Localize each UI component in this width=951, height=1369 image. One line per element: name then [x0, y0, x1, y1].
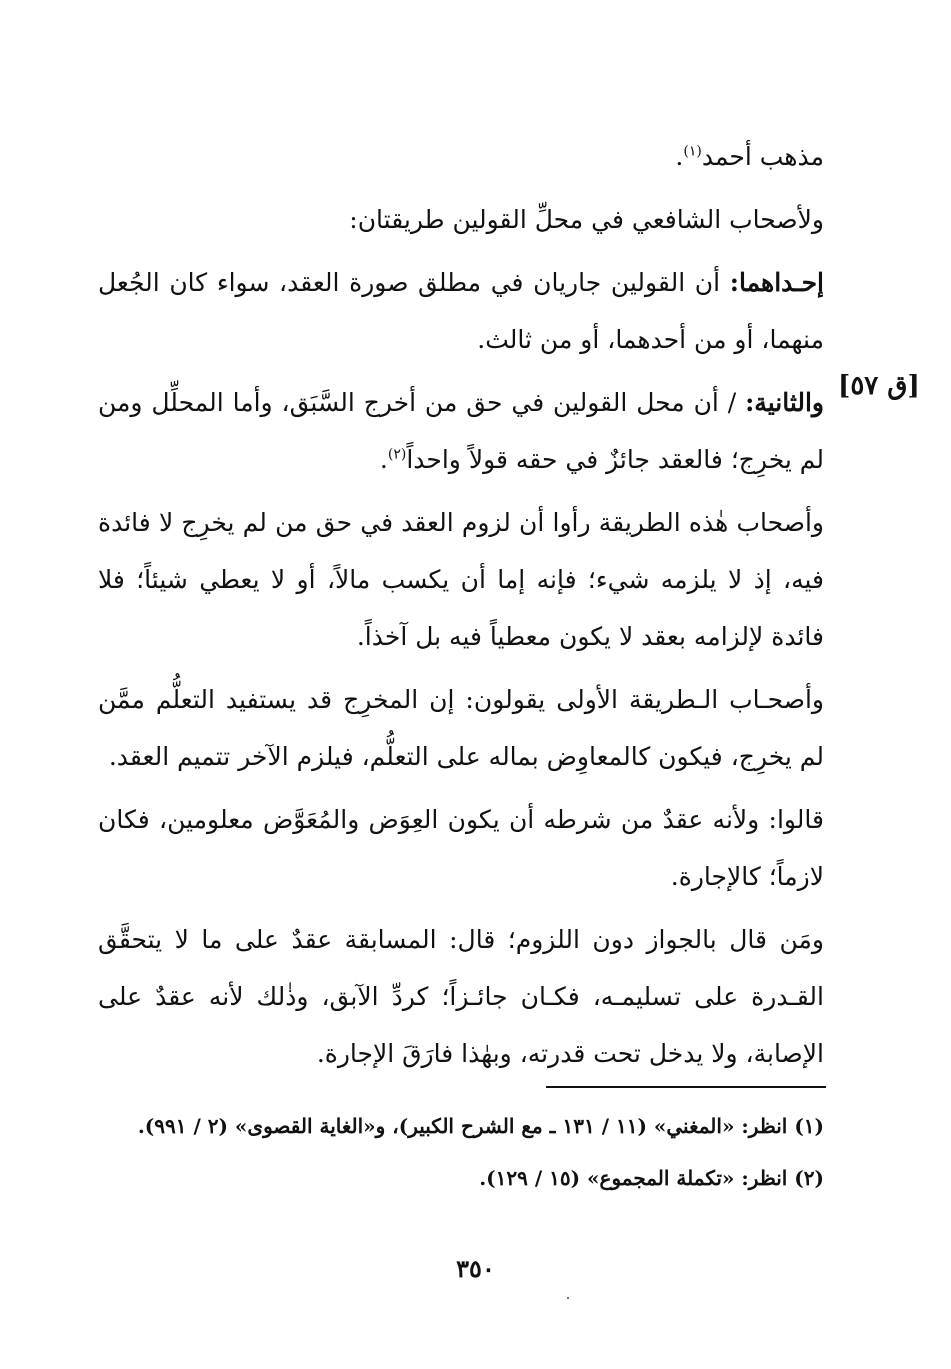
paragraph [98, 494, 824, 665]
footnote: (٢) انظر: «تكملة المجموع» (١٥ / ١٢٩). [479, 1166, 824, 1190]
paragraph-tail: . [379, 445, 388, 474]
main-text [98, 128, 824, 1082]
footnote: (١) انظر: «المغني» (١١ / ١٣١ ـ مع الشرح الكبير)، و«الغاية القصوى» (٢ / ٩٩١). [137, 1114, 824, 1138]
footnotes [98, 1100, 824, 1204]
paragraph [98, 191, 824, 248]
paragraph [98, 911, 824, 1082]
paragraph-text: قالوا: ولأنه عقدٌ من شرطه أن يكون العِوَض والمُعَوَّض معلومين، فكان لازماً؛ كالإجارة. [98, 805, 824, 891]
paragraph [98, 128, 824, 185]
paragraph [98, 254, 824, 368]
paragraph-text: / أن محل القولين في حق من أخرج السَّبَق، وأما المحلِّل ومن لم يخرِج؛ فالعقد جائزٌ في حقه قولاً واحداً [98, 388, 824, 474]
paragraph-text: ومَن قال بالجواز دون اللزوم؛ قال: المسابقة عقدٌ على ما لا يتحقَّق القـدرة على تسليمـه، فكـان جائـزاً؛ كردِّ الآبق، وذٰلك لأنه عقدٌ على الإصابة، ولا يدخل تحت قدرته، وبهٰذا فارَقَ الإجارة. [98, 925, 824, 1068]
paragraph [98, 374, 824, 488]
paragraph-text: أن القولين جاريان في مطلق صورة العقد، سواء كان الجُعل منهما، أو من أحدهما، أو من ثالث. [98, 268, 824, 354]
paragraph-tail: . [675, 142, 684, 171]
paragraph-text: وأصحاب هٰذه الطريقة رأوا أن لزوم العقد في حق من لم يخرِج لا فائدة فيه، إذ لا يلزمه شيء؛ فإنه إما أن يكسب مالاً، أو لا يعطي شيئاً؛ فلا فائدة لإلزامه بعقد لا يكون معطياً فيه بل آخذاً. [98, 508, 824, 651]
page-number: ٣٥٠ [456, 1254, 495, 1283]
paragraph-lead: والثانية: [745, 388, 824, 417]
paragraph [98, 671, 824, 785]
footnote-ref[interactable]: (٢) [387, 446, 407, 463]
footnote-separator [546, 1086, 826, 1088]
paragraph-lead: إحـداهما: [729, 268, 824, 297]
marginal-folio-note: [ق ٥٧] [838, 371, 920, 401]
paragraph-text: وأصحـاب الـطريقة الأولى يقولون: إن المخرِج قد يستفيد التعلُّم ممَّن لم يخرِج، فيكون كالمعاوِض بماله على التعلُّم، فيلزم الآخر تتميم العقد. [98, 685, 824, 771]
paragraph-text: مذهب أحمد [701, 142, 824, 171]
print-speck [567, 1297, 569, 1299]
paragraph-text: ولأصحاب الشافعي في محلِّ القولين طريقتان: [349, 205, 824, 234]
paragraph [98, 791, 824, 905]
footnote-ref[interactable]: (١) [683, 143, 702, 160]
